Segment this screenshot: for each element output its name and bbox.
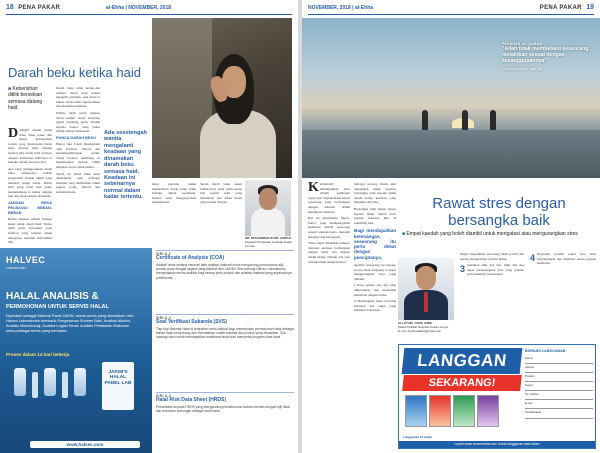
step-title: Certificate of Analysis (COA) — [156, 255, 225, 261]
halvec-advertisement — [0, 248, 152, 453]
test-tube-icon — [32, 372, 38, 398]
doctor-photo — [398, 258, 454, 320]
article-kicker: ■ Kebersihan ditilik bersekian semasa datang haid — [8, 86, 43, 111]
form-field-label: Poskod — [525, 374, 535, 379]
ad-body: Diperakui sebagai Makmal Panel JAKIM, servis-servis yang disediakan oleh Halvec Laboratories termasuk Pengesanan Sumber Babi, Analisis Alkohol, Analisis Mikrobiologi, Analisis Logam Berat, Analisis Perlabelan Makanan serta pelbagai servis yang berkaitan. — [6, 314, 134, 334]
article-column-2 — [56, 86, 100, 246]
form-field-label: E-mel — [525, 401, 533, 406]
body-paragraph: Selain darah beku, kekal berhati-hati pada tanda-tanda lain seperti sakit yang melampau dan aliran darah yang terlalu banyak. — [200, 182, 242, 205]
quote-text: "Allah tidak membebani seseorang melainkan sesuai dengan kesanggupannya" — [502, 46, 589, 64]
magazine-covers — [405, 395, 517, 433]
doctor-name: DR. MUHAMMAD RAZIF AHMAD — [245, 236, 291, 240]
name-field[interactable] — [525, 360, 593, 364]
magazine-cover — [429, 395, 451, 427]
body-paragraph: Badan terhasil sempat berkata kekal untuk darah haid. Walau lebih perlu bersandiri pada hormon yang sebenar untuk mengatasi masalah kebersihan diri. — [8, 217, 52, 245]
magazine-label: NOVEMBER, 2018 | al-Ehha — [308, 5, 374, 11]
step-2 — [156, 316, 294, 340]
form-field-label: Tandatangan — [525, 410, 542, 415]
article-column-1 — [8, 128, 52, 246]
woman-photo — [152, 18, 292, 178]
article-headline: Rawat stres dengan bersangka baik — [432, 195, 566, 229]
email-field[interactable] — [525, 405, 593, 409]
ad-title: HALAL ANALISIS & — [6, 291, 99, 302]
article-column-4 — [530, 252, 596, 342]
body-paragraph: Amalkan zikir dan doa. Zikir dan doa dapat menenangkan jiwa yang gelisah serta memberi ketenangan. — [467, 263, 524, 277]
article-headline: Darah beku ketika haid — [8, 65, 141, 80]
subscription-footer[interactable]: Layari www.revermedia.com untuk langganan atas talian — [399, 441, 595, 448]
bullet-icon: ■ — [402, 231, 406, 237]
person-silhouette — [490, 110, 496, 130]
form-title: BORANG LANGGANAN — [525, 349, 566, 353]
header-rule — [308, 14, 594, 15]
article-column-4 — [200, 182, 242, 246]
numbered-heading: 3 — [460, 264, 466, 275]
step-divider — [156, 314, 294, 315]
subscribe-now-banner[interactable]: SEKARANG! — [402, 375, 522, 391]
right-page — [302, 0, 600, 453]
person-silhouette — [422, 110, 428, 130]
section-label: PENA PAKAR — [18, 5, 61, 11]
ad-subtitle: PERMOHONAN UNTUK SERVIS HALAL — [6, 304, 109, 310]
step-description: Tiap-tiap Makmal Halal di tempatan mesti diiktiraf bagi menentukan permohonan halal sebagai bahan bagi menyokong dan memastikan kualiti makmal dan produk yang dihasilkan. Sila hubungi kami untuk mendapatkan maklumat lanjut dan menyertai program khas kami. — [156, 326, 294, 340]
step-1 — [156, 252, 294, 280]
article-column-1 — [308, 182, 350, 450]
body-paragraph: Hal ini disebabkan faktor-faktor yang mempengaruhi kesihatan mental seseorang seperti tekanan kerja, masalah keluarga dan kewangan. — [308, 216, 350, 239]
doctor-caption — [398, 322, 458, 334]
body-paragraph: Dapat menjadikan seseorang lebih positif dan tenang menghadapi cabaran hidup. — [460, 252, 524, 261]
body-paragraph: Bersangka baik bukan hanya kepada Allah, malah turut kepada manusia lain di sekeliling kita. — [354, 206, 396, 225]
numbered-item: 2 Meluangkan masa bersama keluarga dan rakan yang memberi sokongan. — [354, 299, 396, 313]
article-kicker: ■ Empat kaedah yang boleh diambil untuk mengatasi atau mengurangkan stres — [402, 231, 578, 237]
doctor-name: ALLAYUEL YENG JONE — [398, 321, 432, 325]
signature-field[interactable] — [525, 415, 593, 419]
step-divider — [156, 250, 294, 251]
subscription-form — [525, 349, 593, 420]
numbered-item: 1 Rasa syukur atas apa yang dikurniakan dan menerima ketentuan dengan redha. — [354, 283, 396, 297]
plan-label: Langganan 12 bulan — [403, 435, 433, 439]
bottle-icon — [74, 368, 86, 396]
article-column-3 — [152, 182, 196, 246]
step-number: SIRI A 1 — [156, 252, 171, 256]
body-paragraph: Apabila seseorang itu tenang, secara tidak langsung ia dapat mengurangkan stres yang dialami. — [354, 263, 396, 281]
subscription-advertisement — [398, 344, 596, 449]
page-number: 19 — [586, 4, 594, 11]
body-paragraph: DARAH adalah darah tidak biasa tenua dan hanya kebanyakan wanita yang mengalami darah beku semasa haid. Adalah normal jika darah haid berbeza dengan kebiasaan sekiranya ia berlaku dalam satu hari dua. — [8, 128, 52, 165]
step-description: Adakah anda sedang mencari data analisis makmal untuk menyokong permohonan sijil produk anda dengan segera yang diiktiraf oleh JAKIM? Sila hubungi Halvec Laboratories menyediakan servis analisis bagi semua jenis produk dan analisis makmal yang sepenuhnya profesional. — [156, 262, 292, 280]
body-paragraph: Apa yang menggerakkan darah beku sebenarnya terkait pergerakan lapisan rahim yang menebal setiap bulan. Darah haid yang tebal atau pekat menunjukkan ia keluar dengan laju dan tidak sempat dicairkan. — [8, 166, 52, 199]
body-paragraph: Faktor lain boleh dipengaruhi oleh hormon, fibroid dan ketidakseimbangan tubuh. Tanpa hormon seimbang, ia membuatkan lapisan rahim menebal secara tidak sekata. — [56, 142, 100, 170]
body-paragraph: Darah beku ialah kedua-dua semasa darah haid keluar mengalir perlahan. Ada masa ia bukan tanda-tanda menandakan ada masalah kesihatan. — [56, 86, 100, 109]
bottle-icon — [14, 368, 26, 396]
drop-cap: D — [8, 128, 19, 141]
person-silhouette — [462, 110, 468, 130]
drop-cap: K — [308, 182, 319, 195]
numbered-heading: 4 — [530, 253, 536, 263]
header-rule — [6, 14, 292, 15]
body-paragraph: Sebagai seorang Islam, kita dianjurkan untuk sentiasa bersangka baik kepada Allah dalam setiap keadaan yang menimpa diri kita. — [354, 182, 396, 205]
doctor-title: Pakar Psikiatri Hospital Kuala Lumpur — [398, 324, 449, 329]
state-field[interactable] — [525, 387, 593, 391]
pull-quote: Ada sesetengah wanita mengalami keadaan yang dinamakan darah beku semasa haid. Keadaan ini sebenarnya normal dalam kadar tertentu. — [104, 130, 147, 201]
article-column-2 — [354, 182, 396, 450]
pull-quote: Bagi mendapatkan ketenangan, seseorang itu perlu dekat dengan penciptanya. — [354, 228, 396, 260]
halvec-logo: HALVEC — [6, 255, 46, 265]
address-field[interactable] — [525, 369, 593, 373]
body-paragraph: Wanita lebih perlu berkata darah sendiri tetapi sebarang gejala berulang perlu dirujuk kepada doktor yang pakar dalam bidang berkenaan. — [56, 110, 100, 134]
doctor-caption — [245, 237, 293, 249]
halvec-logo-sub: LABORATORY — [6, 266, 27, 270]
body-paragraph: Selain itu darah beku turut disebabkan oleh pelbagai masalah yang melibatkan rahim seperti polip, fibroid dan endometriosis. — [56, 171, 100, 194]
page-number: 18 — [6, 4, 14, 11]
form-field-label: Nama — [525, 356, 533, 361]
step-3 — [156, 394, 294, 413]
body-paragraph: Dapatkan nasihat pakar jika stres berpanjangan dan memberi kesan kepada kesihatan. — [537, 252, 596, 266]
step-number: SIRI A 2 — [156, 316, 171, 320]
subheading: PUNCA DARAH BEKU — [56, 135, 96, 140]
form-field-label: Alamat — [525, 365, 534, 370]
step-title: Soal Verifikasi Sukarela (SVS) — [156, 319, 227, 325]
ad-note: Proses dalam 14 hari bekerja — [6, 352, 70, 357]
magazine-label: al-Ehha | NOVEMBER, 2018 — [106, 5, 172, 11]
doctor-photo — [245, 180, 291, 236]
quote-kicker: PESANAN AL-QURAN — [502, 42, 543, 46]
body-paragraph: Tiada dapat dinafikan bahawa manusia sentiasa berhadapan dengan ujian dan dugaan dalam hidup. Namun ada cara terbaik untuk mengatasinya. — [308, 241, 350, 264]
bottle-icon — [44, 368, 56, 396]
quran-quote — [502, 42, 592, 71]
magazine-cover — [405, 395, 427, 427]
test-tube-icon — [62, 372, 68, 398]
doctor-email: E-mel: drpenapakar@gmail.com — [398, 328, 442, 333]
postcode-field[interactable] — [525, 378, 593, 382]
halal-panel-badge: JAKIM'S HALAL PANEL LAB — [102, 362, 134, 410]
body-paragraph: masa pertama untuk memastikan darah beku tidak berlaku akibat kesihatan. Doktor turut mengesyorkan pemeriksaan. — [152, 182, 196, 205]
article-column-3 — [460, 252, 524, 342]
step-title: Halal Risk Data Sheet (HRDS) — [156, 397, 227, 403]
step-description: Persediaan kepada HRDS yang mengandungi keseluruhan bahan mentah dengan sijil halal dan dokumen sokongan sebagai bukti halal. — [156, 404, 290, 413]
right-page-header — [308, 4, 594, 14]
form-field-label: No. Telefon — [525, 392, 540, 397]
magazine-cover — [477, 395, 499, 427]
doctor-title: Pegawai Perubatan Hospital Kuala Lumpur — [245, 239, 292, 248]
magazine-cover — [453, 395, 475, 427]
subheading: JANGAN REKA PELBAGAI BEBAN-BEBAN — [8, 200, 52, 216]
ad-website-link[interactable]: www.halvec.com — [30, 441, 140, 448]
left-page — [0, 0, 298, 453]
form-field-label: Negeri — [525, 383, 534, 388]
left-page-header — [6, 4, 292, 14]
subscribe-banner[interactable]: LANGGAN — [402, 348, 523, 374]
section-label: PENA PAKAR — [539, 5, 582, 11]
step-divider — [156, 392, 294, 393]
step-number: SIRI A 3 — [156, 394, 171, 398]
phone-field[interactable] — [525, 396, 593, 400]
quote-attribution: (Surah al-Baqarah, ayat 286) — [502, 66, 544, 71]
bullet-icon: ■ — [8, 86, 12, 92]
body-paragraph: KATAKAN menunjukkan stres adalah gambaran yang tepat bagi keadaan emosi seseorang yang berhadapan dengan tekanan dalam kehidupan seharian. — [308, 182, 350, 214]
